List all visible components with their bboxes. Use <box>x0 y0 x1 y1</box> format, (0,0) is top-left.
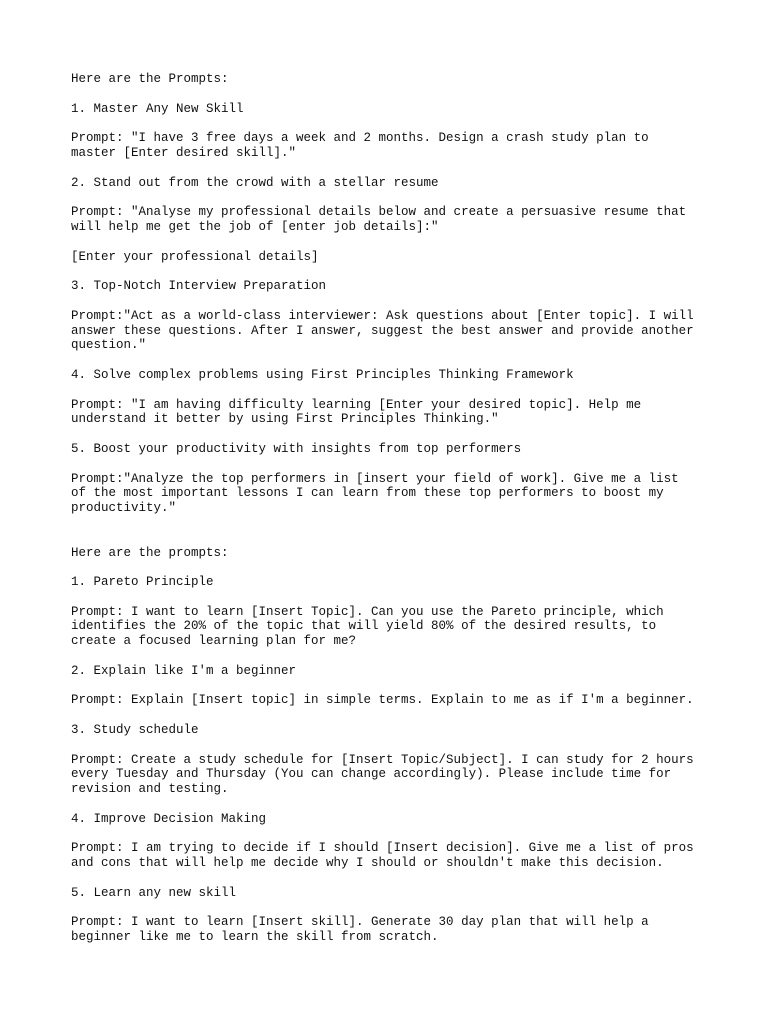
prompt-text-line: productivity." <box>71 501 177 516</box>
prompt-title: 3. Top-Notch Interview Preparation <box>71 279 327 294</box>
prompt-text-line: master [Enter desired skill]." <box>71 145 297 160</box>
prompt-text-line: Prompt:"Act as a world-class interviewer: Ask questions about [Enter topic]. I will <box>71 308 694 323</box>
prompt-text-line: create a focused learning plan for me? <box>71 634 357 649</box>
prompt-text-line: Prompt: Create a study schedule for [Insert Topic/Subject]. I can study for 2 hours <box>71 752 694 767</box>
prompt-text-line: Prompt: "I am having difficulty learning [Enter your desired topic]. Help me <box>71 397 642 412</box>
prompt-title: 5. Learn any new skill <box>71 885 237 900</box>
prompt-text-line: will help me get the job of [enter job details]:" <box>71 219 439 234</box>
prompt-title: 2. Explain like I'm a beginner <box>71 663 297 678</box>
prompt-text-line: Prompt: Explain [Insert topic] in simple terms. Explain to me as if I'm a beginner. <box>71 693 694 708</box>
prompt-text-line: Prompt:"Analyze the top performers in [insert your field of work]. Give me a list <box>71 471 679 486</box>
prompt-text-line: of the most important lessons I can learn from these top performers to boost my <box>71 486 664 501</box>
prompt-title: 5. Boost your productivity with insights from top performers <box>71 441 522 456</box>
prompt-title: 4. Solve complex problems using First Principles Thinking Framework <box>71 367 574 382</box>
prompt-text-line: Prompt: I am trying to decide if I should [Insert decision]. Give me a list of pros <box>71 841 694 856</box>
prompt-text-line: Prompt: I want to learn [Insert Topic]. Can you use the Pareto principle, which <box>71 604 664 619</box>
prompt-text-line: beginner like me to learn the skill from scratch. <box>71 930 439 945</box>
prompt-text-line: and cons that will help me decide why I should or shouldn't make this decision. <box>71 856 664 871</box>
prompt-text-line: every Tuesday and Thursday (You can change accordingly). Please include time for <box>71 767 672 782</box>
prompt-text-line: Prompt: "Analyse my professional details below and create a persuasive resume that <box>71 205 687 220</box>
prompt-text-line: revision and testing. <box>71 782 229 797</box>
prompt-text-line: Prompt: "I have 3 free days a week and 2 months. Design a crash study plan to <box>71 131 649 146</box>
prompt-title: 2. Stand out from the crowd with a stellar resume <box>71 175 439 190</box>
prompt-title: 1. Master Any New Skill <box>71 101 244 116</box>
prompt-text-line: understand it better by using First Principles Thinking." <box>71 412 499 427</box>
section-heading: Here are the Prompts: <box>71 72 229 86</box>
prompt-title: 3. Study schedule <box>71 723 199 738</box>
prompt-extra-line: [Enter your professional details] <box>71 249 319 264</box>
prompt-text-line: identifies the 20% of the topic that will yield 80% of the desired results, to <box>71 619 657 634</box>
section-heading: Here are the prompts: <box>71 545 229 560</box>
prompt-text-line: Prompt: I want to learn [Insert skill]. Generate 30 day plan that will help a <box>71 915 649 930</box>
document-body <box>71 72 731 945</box>
prompt-title: 4. Improve Decision Making <box>71 811 267 826</box>
prompt-text-line: answer these questions. After I answer, suggest the best answer and provide another <box>71 323 694 338</box>
prompt-title: 1. Pareto Principle <box>71 575 214 590</box>
prompt-text-line: question." <box>71 338 147 353</box>
